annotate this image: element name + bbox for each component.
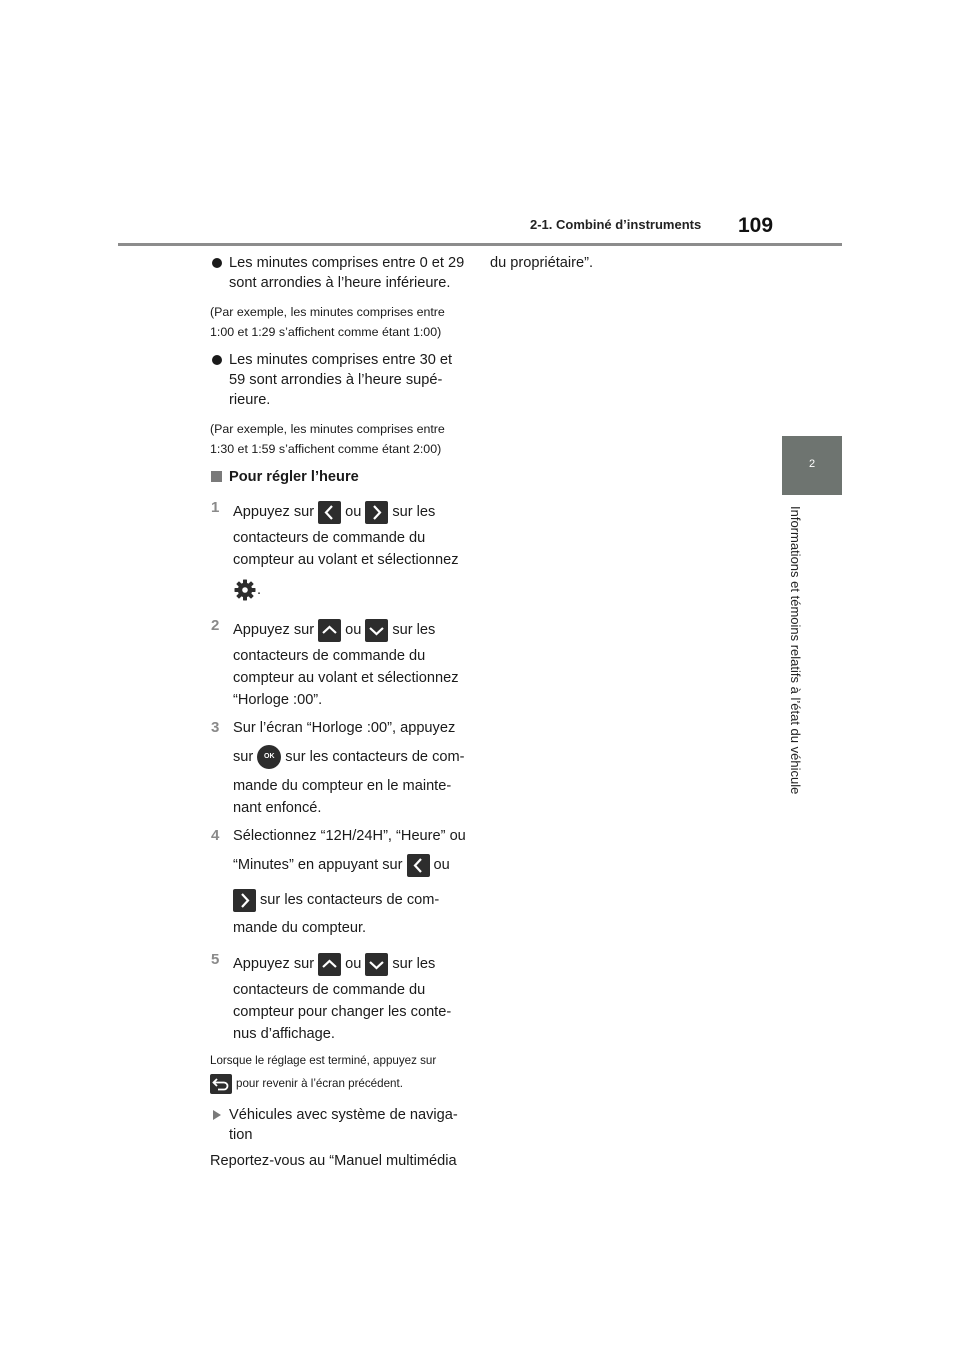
step-text: sur les (392, 622, 436, 638)
chevron-down-icon (365, 619, 388, 642)
step-text: contacteurs de commande du (233, 530, 426, 546)
final-note-text: Lorsque le réglage est terminé, appuyez sur (210, 1054, 437, 1067)
chapter-tab-label: Informations et témoins relatifs à l’état du véhicule (788, 506, 803, 795)
step-text: ou (345, 504, 362, 520)
chevron-left-icon (318, 501, 341, 524)
step-text: ou (433, 857, 450, 873)
section-title: 2-1. Combiné d’instruments (530, 217, 702, 232)
step-number: 5 (211, 951, 220, 968)
step-text: nant enfoncé. (233, 800, 322, 816)
step-number: 1 (211, 499, 220, 516)
example-note: (Par exemple, les minutes comprises entre 1:30 et 1:59 s’affichent comme étant 2:00) (210, 422, 445, 456)
header-divider (118, 243, 842, 246)
section-heading: Pour régler l’heure (210, 467, 472, 487)
step-text: “Horloge :00”. (233, 692, 323, 708)
step-1 (210, 497, 472, 609)
step-text: ou (345, 956, 362, 972)
step-3 (210, 717, 472, 819)
step-text: Sur l’écran “Horloge :00”, appuyez (233, 720, 456, 736)
ok-button-icon: OK (257, 745, 281, 769)
chevron-right-icon (365, 501, 388, 524)
step-text: . (257, 582, 262, 598)
gear-icon (233, 578, 257, 602)
chevron-up-icon (318, 619, 341, 642)
chevron-up-icon (318, 953, 341, 976)
example-note: (Par exemple, les minutes comprises entre 1:00 et 1:29 s’affichent comme étant 1:00) (210, 305, 445, 339)
step-2 (210, 615, 472, 711)
chapter-tab-number: 2 (808, 458, 816, 470)
step-4 (210, 825, 472, 939)
bullet-item: Les minutes comprises entre 0 et 29 sont arrondies à l’heure inférieure. (210, 253, 472, 293)
step-text: mande du compteur en le mainte- (233, 778, 452, 794)
step-text: Sélectionnez “12H/24H”, “Heure” ou (233, 828, 466, 844)
step-text: ou (345, 622, 362, 638)
step-text: sur les (392, 504, 436, 520)
step-text: mande du compteur. (233, 920, 367, 936)
back-arrow-icon (210, 1074, 232, 1094)
final-note-text: pour revenir à l’écran précédent. (236, 1077, 403, 1090)
step-text: sur les (392, 956, 436, 972)
step-number: 3 (211, 719, 220, 736)
right-column (490, 253, 750, 273)
chevron-right-icon (233, 889, 256, 912)
chevron-down-icon (365, 953, 388, 976)
step-text: sur les contacteurs de com- (285, 749, 465, 765)
step-text: “Minutes” en appuyant sur (233, 857, 403, 873)
step-text: nus d’affichage. (233, 1026, 335, 1042)
step-text: compteur au volant et sélectionnez (233, 552, 459, 568)
step-text: compteur pour changer les conte- (233, 1004, 452, 1020)
step-text: contacteurs de commande du (233, 982, 426, 998)
step-text: contacteurs de commande du (233, 648, 426, 664)
step-text: sur (233, 749, 254, 765)
reference-text: Reportez-vous au “Manuel multimédia (210, 1153, 457, 1169)
page-number: 109 (738, 214, 774, 237)
nav-system-item: Véhicules avec système de naviga-tion (210, 1105, 472, 1145)
step-text: sur les contacteurs de com- (260, 892, 440, 908)
step-number: 4 (211, 827, 220, 844)
bullet-item: Les minutes comprises entre 30 et 59 sont arrondies à l’heure supé-rieure. (210, 350, 472, 410)
step-number: 2 (211, 617, 220, 634)
step-5 (210, 949, 472, 1045)
step-text: compteur au volant et sélectionnez (233, 670, 459, 686)
final-note (210, 1051, 472, 1071)
chevron-left-icon (407, 854, 430, 877)
step-text: Appuyez sur (233, 622, 315, 638)
reference-continuation: du propriétaire”. (490, 255, 594, 271)
step-text: Appuyez sur (233, 504, 315, 520)
step-text: Appuyez sur (233, 956, 315, 972)
final-note (210, 1071, 472, 1097)
left-column (210, 253, 472, 1171)
